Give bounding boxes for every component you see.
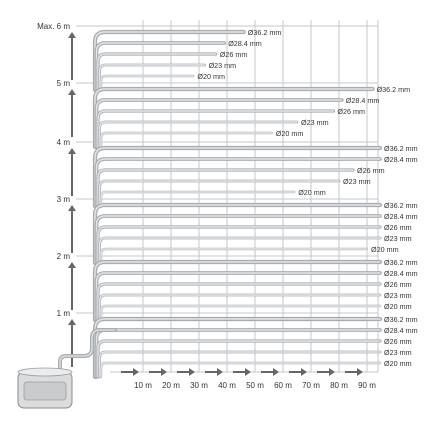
distance-arrow-head: [161, 368, 167, 376]
height-label: Max. 6 m: [37, 22, 70, 31]
hose-tube: [95, 89, 373, 147]
diameter-label: Ø26 mm: [384, 337, 412, 346]
distance-label: 40 m: [218, 381, 236, 390]
hose-tube-highlight: [100, 295, 381, 320]
hose-tube: [95, 205, 380, 263]
hose-tube: [100, 295, 381, 320]
hose-tube-highlight: [101, 133, 272, 147]
distance-label: 80 m: [330, 381, 348, 390]
height-arrow-head: [68, 148, 76, 154]
hose-tube: [101, 133, 272, 147]
diameter-label: Ø26 mm: [384, 223, 412, 232]
diameter-label: Ø36.2 mm: [376, 85, 411, 94]
hose-tube-highlight: [95, 148, 380, 206]
height-arrow-head: [68, 205, 76, 211]
hose-tube: [95, 148, 380, 206]
hose-tube: [100, 238, 381, 263]
height-label: 1 m: [56, 309, 70, 318]
distance-arrow-head: [273, 368, 279, 376]
hose-tube: [95, 262, 380, 320]
diameter-label: Ø36.2 mm: [384, 315, 418, 324]
diameter-label: Ø36.2 mm: [384, 258, 418, 267]
diameter-label: Ø23 mm: [384, 348, 412, 357]
height-arrow-head: [68, 89, 76, 95]
distance-arrow-head: [357, 368, 363, 376]
diameter-label: Ø26 mm: [357, 166, 385, 175]
distance-label: 20 m: [162, 381, 180, 390]
hose-tube-highlight: [95, 319, 380, 377]
hose-tube: [97, 330, 381, 377]
distance-label: 50 m: [246, 381, 264, 390]
diameter-label: Ø28.4 mm: [384, 155, 418, 164]
hose-tube-highlight: [95, 89, 373, 147]
diameter-label: Ø20 mm: [298, 188, 326, 197]
hose-tube-highlight: [98, 284, 380, 320]
distance-arrow-head: [133, 368, 139, 376]
hose-layer: [95, 32, 380, 377]
hose-tube: [98, 227, 380, 263]
distance-label: 30 m: [190, 381, 208, 390]
diameter-label: Ø26 mm: [337, 107, 365, 116]
hose-tube-highlight: [100, 122, 298, 147]
distance-arrow-head: [301, 368, 307, 376]
diameter-label: Ø28.4 mm: [384, 326, 418, 335]
diameter-label: Ø23 mm: [301, 118, 329, 127]
height-label: 4 m: [56, 138, 70, 147]
diameter-label: Ø23 mm: [208, 61, 237, 70]
diameter-label: Ø23 mm: [384, 234, 412, 243]
device-unit-top: [18, 368, 72, 376]
hose-tube-highlight: [95, 205, 380, 263]
height-label: 2 m: [56, 252, 70, 261]
hose-tube-highlight: [97, 330, 381, 377]
distance-arrow-head: [189, 368, 195, 376]
distance-label: 10 m: [134, 381, 152, 390]
hose-tube: [100, 122, 298, 147]
diameter-label: Ø28.4 mm: [384, 269, 418, 278]
diameter-label: Ø23 mm: [384, 291, 412, 300]
device-unit-panel: [24, 382, 66, 400]
height-label: 3 m: [56, 195, 70, 204]
hose-tube: [100, 352, 381, 377]
distance-arrow-head: [217, 368, 223, 376]
hose-tube-highlight: [98, 227, 380, 263]
diameter-label: Ø20 mm: [275, 129, 304, 138]
hose-tube: [100, 65, 205, 90]
diameter-label: Ø36.2 mm: [247, 28, 282, 37]
diameter-label: Ø20 mm: [384, 302, 412, 311]
distance-label: 60 m: [274, 381, 292, 390]
diameter-label: Ø36.2 mm: [384, 201, 418, 210]
distance-label: 70 m: [302, 381, 320, 390]
hose-tube-highlight: [100, 65, 205, 90]
height-arrow-head: [68, 32, 76, 38]
hose-tube: [95, 319, 380, 377]
diameter-label: Ø28.4 mm: [345, 96, 380, 105]
height-label: 5 m: [56, 79, 70, 88]
hose-tube-highlight: [100, 352, 381, 377]
hose-tube: [98, 284, 380, 320]
distance-arrow-head: [245, 368, 251, 376]
height-arrow-head: [68, 262, 76, 268]
hose-tube-highlight: [95, 262, 380, 320]
diameter-label: Ø28.4 mm: [228, 39, 262, 48]
hose-tube-highlight: [100, 238, 381, 263]
distance-arrow-head: [329, 368, 335, 376]
diameter-label: Ø20 mm: [371, 245, 399, 254]
diameter-label: Ø20 mm: [384, 359, 412, 368]
diameter-label: Ø23 mm: [343, 177, 371, 186]
height-arrow-head: [68, 319, 76, 325]
diameter-label: Ø28.4 mm: [384, 212, 418, 221]
distance-label: 90 m: [358, 381, 376, 390]
diameter-label: Ø20 mm: [197, 72, 225, 81]
diameter-label: Ø26 mm: [219, 50, 248, 59]
diameter-label: Ø36.2 mm: [384, 144, 418, 153]
diameter-label: Ø26 mm: [384, 280, 412, 289]
